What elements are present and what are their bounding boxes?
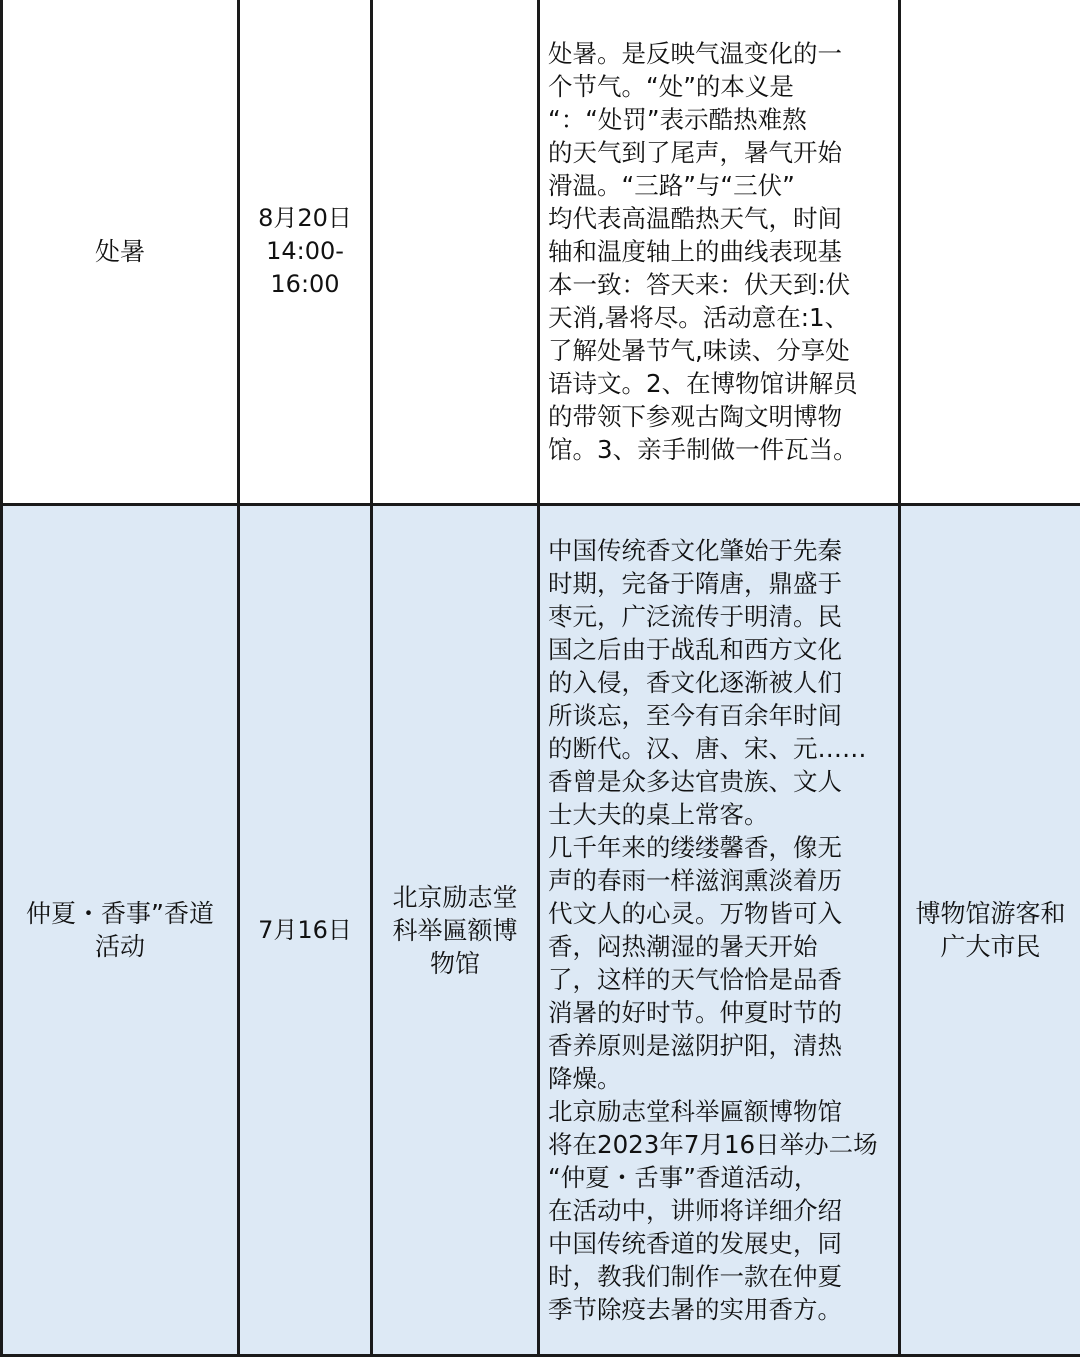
description-line: 几千年来的缕缕馨香，像无 — [548, 833, 842, 862]
description-line: 时，教我们制作一款在仲夏 — [548, 1262, 842, 1291]
event-audience-cell — [900, 505, 1080, 1356]
description-line: 降燥。 — [548, 1064, 622, 1093]
description-line: 处暑。是反映气温变化的一 — [548, 38, 842, 68]
event-venue-cell — [372, 505, 539, 1356]
description-line: 香曾是众多达官贵族、文人 — [548, 767, 842, 796]
description-line: 香养原则是滋阴护阳，清热 — [548, 1031, 842, 1060]
event-audience-line: 广大市民 — [940, 932, 1041, 961]
description-line: 了，这样的天气恰恰是品香 — [548, 965, 842, 994]
description-line: 本一致：答天来：伏天到:伏 — [548, 269, 851, 299]
description-line: 将在2023年7月16日举办二场 — [548, 1130, 878, 1159]
description-line: “：“处罚”表示酷热难熬 — [548, 104, 807, 134]
description-line: 枣元，广泛流传于明清。民 — [548, 602, 842, 631]
event-description-cell — [539, 505, 900, 1356]
event-venue-line: 物馆 — [429, 948, 480, 978]
event-time-line: 14:00- — [266, 236, 344, 265]
description-line: 香，闷热潮湿的暑天开始 — [548, 932, 818, 961]
description-line: 所谈忘，至今有百余年时间 — [548, 701, 842, 730]
event-time-line: 16:00 — [270, 269, 340, 298]
description-line: 馆。3、亲手制做一件瓦当。 — [548, 434, 858, 464]
event-name-line: 活动 — [94, 932, 145, 961]
description-line: 的入侵，香文化逐渐被人们 — [548, 668, 842, 697]
description-line: 个节气。“处”的本义是 — [548, 71, 794, 101]
description-line: 时期，完备于隋唐，鼎盛于 — [548, 569, 842, 598]
event-venue-line: 北京励志堂 — [392, 882, 518, 912]
description-line: 了解处暑节气,味读、分享处 — [548, 335, 850, 365]
description-line: 天消,暑将尽。活动意在:1、 — [548, 302, 850, 332]
event-audience-cell — [900, 0, 1080, 505]
event-name-cell — [2, 0, 239, 505]
event-time-line: 8月20日 — [258, 203, 352, 232]
description-line: 北京励志堂科举匾额博物馆 — [548, 1097, 842, 1126]
event-name-line: 仲夏・香事”香道 — [26, 899, 214, 928]
description-line: 的断代。汉、唐、宋、元…… — [548, 734, 867, 763]
event-name-cell — [2, 505, 239, 1356]
event-time-cell — [239, 0, 372, 505]
description-line: 的带领下参观古陶文明博物 — [548, 401, 842, 431]
description-line: 语诗文。2、在博物馆讲解员 — [548, 368, 858, 398]
description-line: 国之后由于战乱和西方文化 — [548, 635, 842, 664]
event-venue-cell — [372, 0, 539, 505]
event-description-cell — [539, 0, 900, 505]
description-line: 的天气到了尾声，暑气开始 — [548, 137, 842, 167]
description-line: 季节除疫去暑的实用香方。 — [548, 1295, 842, 1324]
description-line: 滑温。“三路”与“三伏” — [548, 170, 795, 200]
description-line: 中国传统香文化肇始于先秦 — [548, 536, 842, 565]
description-line: 中国传统香道的发展史，同 — [548, 1229, 842, 1258]
table-row — [2, 0, 1080, 505]
event-time-line: 7月16日 — [258, 915, 352, 944]
description-line: 在活动中，讲师将详细介绍 — [548, 1196, 842, 1225]
table-row — [2, 505, 1080, 1356]
event-name-line: 处暑 — [94, 236, 145, 266]
description-line: 轴和温度轴上的曲线表现基 — [548, 236, 842, 266]
description-line: 均代表高温酷热天气，时间 — [548, 203, 842, 233]
description-line: 声的春雨一样滋润熏淡着历 — [548, 866, 842, 895]
description-line: “仲夏・舌事”香道活动， — [548, 1163, 819, 1192]
description-line: 消暑的好时节。仲夏时节的 — [548, 998, 842, 1027]
event-venue-line: 科举匾额博 — [392, 915, 518, 945]
event-audience-line: 博物馆游客和 — [915, 899, 1066, 928]
description-line: 士大夫的桌上常客。 — [548, 800, 769, 829]
event-time-cell — [239, 505, 372, 1356]
description-line: 代文人的心灵。万物皆可入 — [548, 899, 842, 928]
